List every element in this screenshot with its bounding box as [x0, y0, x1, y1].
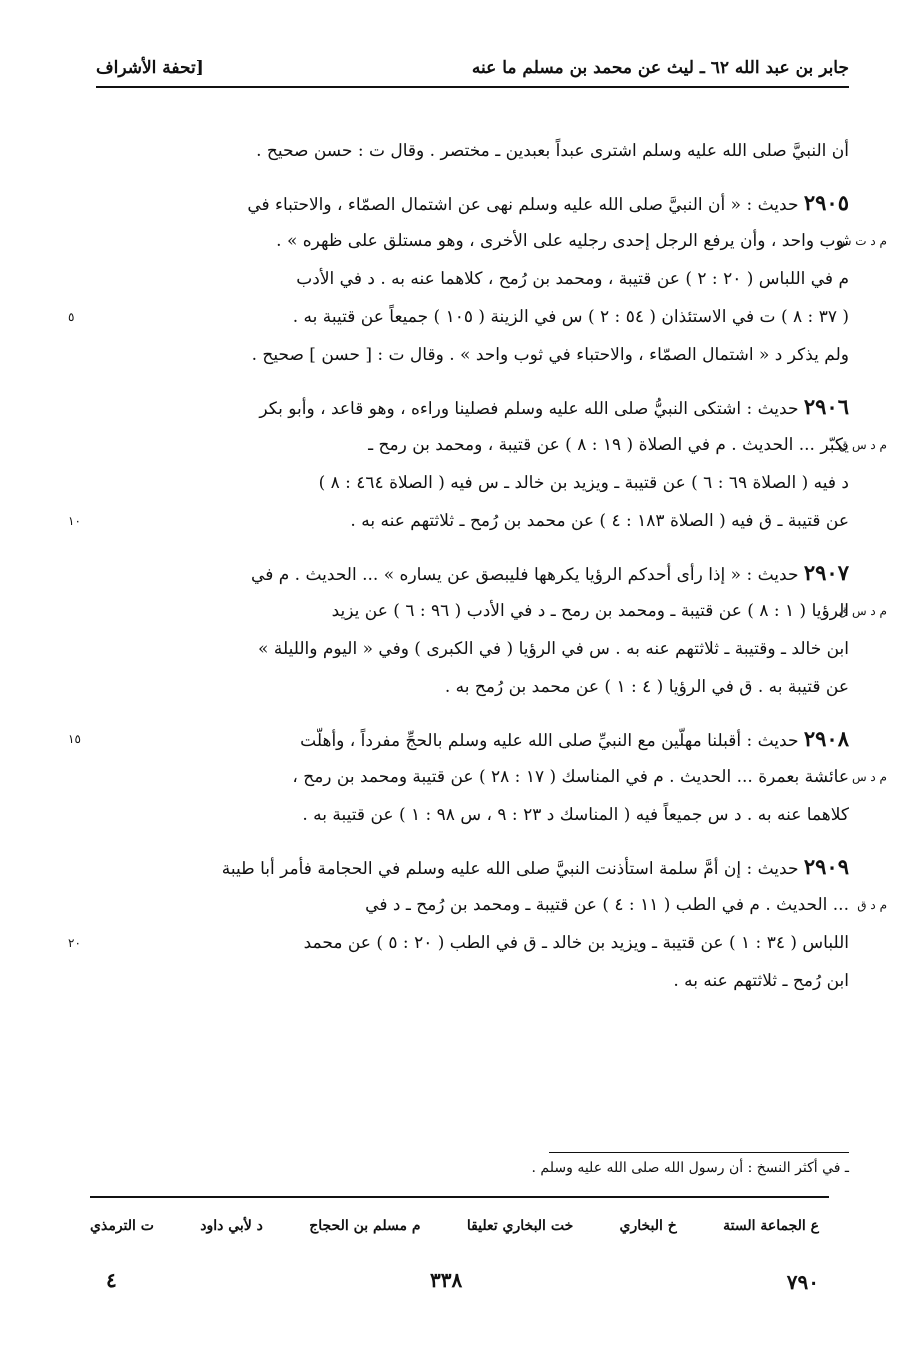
text-line: د فيه ( الصلاة ٦٩ : ٦ ) عن قتيبة ـ ويزيد بن خالد ـ س فيه ( الصلاة ٤٦٤ : ٨ )	[318, 473, 849, 493]
line-number: ٥	[68, 310, 75, 324]
text-line: م د ق ... الحديث . م في الطب ( ١١ : ٤ ) عن قتيبة ـ ومحمد بن رُمح ـ د في	[96, 886, 849, 924]
abbreviation: م مسلم بن الحجاج	[309, 1218, 421, 1234]
line-number: ١٥	[68, 732, 81, 746]
text-line: عن قتيبة ـ ق فيه ( الصلاة ١٨٣ : ٤ ) عن محمد بن رُمح ـ ثلاثتهم عنه به . ١٠	[96, 502, 849, 540]
hadith-number: ٢٩٠٧	[803, 560, 849, 585]
source-sigla: م د ت س	[836, 234, 887, 248]
text-line: عن قتيبة به . ق في الرؤيا ( ٤ : ١ ) عن محمد بن رُمح به .	[444, 677, 849, 697]
page-header	[96, 52, 849, 88]
page-number-center: ٣٣٨	[430, 1268, 463, 1292]
text-line: اللباس ( ٣٤ : ١ ) عن قتيبة ـ ويزيد بن خالد ـ ق في الطب ( ٢٠ : ٥ ) عن محمد ٢٠	[96, 924, 849, 962]
text-line: ولم يذكر د « اشتمال الصمّاء ، والاحتباء في ثوب واحد » . وقال ت : [ حسن ] صحيح .	[251, 345, 849, 365]
source-sigla: م د س ق	[838, 604, 887, 618]
text-line: م د س ق الرؤيا ( ١ : ٨ ) عن قتيبة ـ ومحمد بن رمح ـ د في الأدب ( ٩٦ : ٦ ) عن يزيد	[96, 592, 849, 630]
hadith-2906: ٢٩٠٦ حديث : اشتكى النبيُّ صلى الله عليه وسلم فصلينا وراءه ، وهو قاعد ، وأبو بكر	[259, 394, 849, 419]
hadith-number: ٢٩٠٩	[803, 854, 849, 879]
footnote: ـ في أكثر النسخ : أن رسول الله صلى الله عليه وسلم .	[531, 1160, 849, 1176]
text-line: م د س عائشة بعمرة ... الحديث . م في المناسك ( ١٧ : ٢٨ ) عن قتيبة ومحمد بن رمح ،	[96, 758, 849, 796]
abbreviations-key	[90, 1218, 819, 1234]
line-number: ٢٠	[68, 936, 81, 950]
volume-number: ٤	[106, 1268, 117, 1292]
book-title: [تحفة الأشراف	[96, 58, 204, 78]
text-line: ( ٣٧ : ٨ ) ت في الاستئذان ( ٥٤ : ٢ ) س في الزينة ( ١٠٥ ) جميعاً عن قتيبة به . ٥	[96, 298, 849, 336]
abbreviation: خت البخاري تعليقا	[466, 1218, 574, 1234]
source-sigla: م د ق	[857, 898, 887, 912]
hadith-number: ٢٩٠٥	[803, 190, 849, 215]
header-rule	[96, 86, 849, 88]
abbreviation: ع الجماعة الستة	[723, 1218, 819, 1234]
main-text	[68, 132, 887, 1000]
source-sigla: م د س ق	[838, 438, 887, 452]
running-title: جابر بن عبد الله ٦٢ ـ ليث عن محمد بن مسلم ما عنه	[471, 58, 849, 78]
source-sigla: م د س	[851, 770, 887, 784]
hadith-2907: ٢٩٠٧ حديث : « إذا رأى أحدكم الرؤيا يكرهها فليبصق عن يساره » ... الحديث . م في	[251, 560, 849, 585]
hadith-2909: ٢٩٠٩ حديث : إن أمَّ سلمة استأذنت النبيَّ صلى الله عليه وسلم في الحجامة فأمر أبا طيبة	[221, 854, 849, 879]
text-line: ابن رُمح ـ ثلاثتهم عنه به .	[673, 971, 849, 991]
text-line: أن النبيَّ صلى الله عليه وسلم اشترى عبداً بعبدين ـ مختصر . وقال ت : حسن صحيح .	[256, 141, 849, 161]
abbreviation: ت الترمذي	[90, 1218, 154, 1234]
abbreviation: خ البخاري	[619, 1218, 677, 1234]
footer-rule	[90, 1196, 829, 1198]
abbreviation: د لأبي داود	[200, 1218, 263, 1234]
text-line: كلاهما عنه به . د س جميعاً فيه ( المناسك د ٢٣ : ٩ ، س ٩٨ : ١ ) عن قتيبة به .	[302, 805, 849, 825]
hadith-2908: ٢٩٠٨ حديث : أقبلنا مهلّين مع النبيِّ صلى الله عليه وسلم بالحجِّ مفرداً ، وأهلّت ١٥	[96, 720, 849, 758]
hadith-2905: ٢٩٠٥ حديث : « أن النبيَّ صلى الله عليه وسلم نهى عن اشتمال الصمّاء ، والاحتباء في	[247, 190, 849, 215]
line-number: ١٠	[68, 514, 81, 528]
text-line: م د ت س ثوب واحد ، وأن يرفع الرجل إحدى رجليه على الأخرى ، وهو مستلق على ظهره » .	[96, 222, 849, 260]
page-number: ٧٩٠	[786, 1270, 819, 1294]
hadith-number: ٢٩٠٦	[803, 394, 849, 419]
text-line: م د س ق يكبّر ... الحديث . م في الصلاة ( ١٩ : ٨ ) عن قتيبة ، ومحمد بن رمح ـ	[96, 426, 849, 464]
text-line: م في اللباس ( ٢٠ : ٢ ) عن قتيبة ، ومحمد بن رُمح ، كلاهما عنه به . د في الأدب	[296, 269, 849, 289]
text-line: ابن خالد ـ وقتيبة ـ ثلاثتهم عنه به . س في الرؤيا ( في الكبرى ) وفي « اليوم والليلة »	[258, 639, 849, 659]
hadith-number: ٢٩٠٨	[803, 726, 849, 751]
footnote-rule	[549, 1152, 849, 1153]
